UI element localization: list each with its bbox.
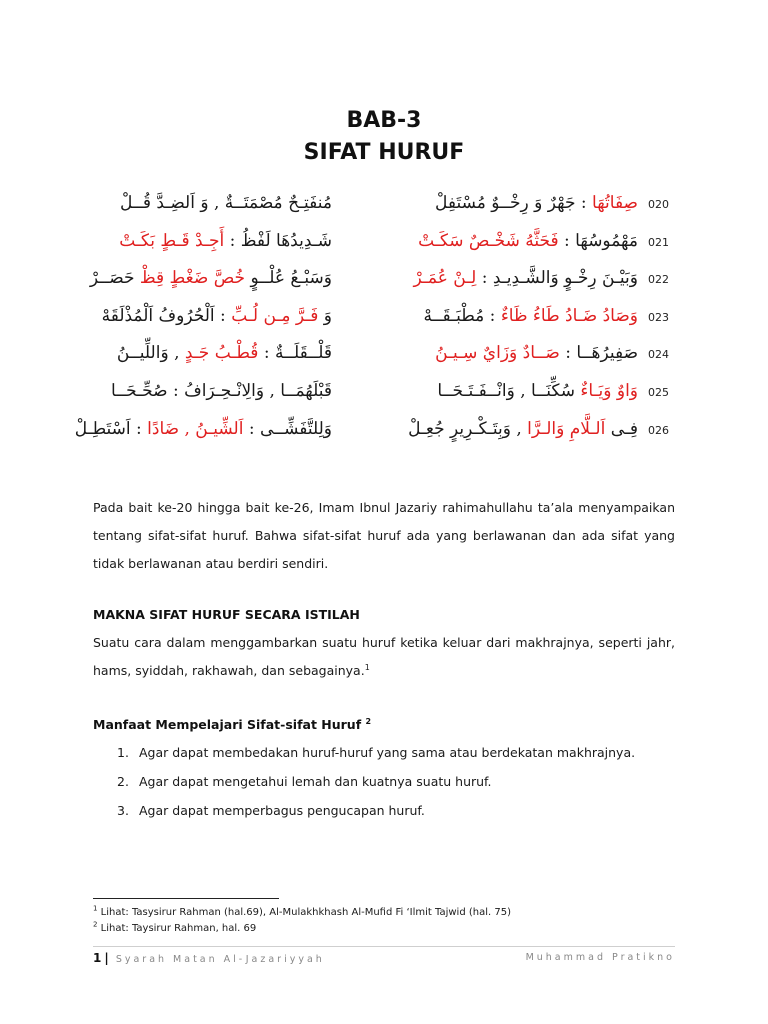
verse-text: صَفِيرُهَــا :: [559, 343, 638, 363]
verse-number: 023: [648, 311, 669, 324]
footer-divider: [93, 946, 675, 947]
footnote-divider: [93, 898, 279, 899]
verse-row: [0, 374, 768, 410]
list-number: 1.: [117, 745, 129, 760]
verse-number: 021: [648, 236, 669, 249]
benefits-list: [117, 743, 677, 830]
verse-text: سُكِّنَــا , وَانْــفَـتَـحَــا: [437, 381, 581, 401]
chapter-title: SIFAT HURUF: [303, 140, 465, 165]
verse-row: [0, 186, 768, 222]
verse-row: [0, 261, 768, 297]
verse-left-hemistich: [74, 412, 332, 446]
footnote-number: 2: [93, 920, 98, 929]
list-item: [117, 801, 677, 830]
verse-text: حَصَــرْ: [89, 268, 140, 288]
highlighted-letters: فَحَثَّهُ شَخْـصٌ سَكَـتْ: [418, 231, 559, 251]
verse-text: قَبْلَهُمَــا , وَالِانْـحِـرَافُ : صُحِّـحَــا: [111, 381, 332, 401]
verse-text: شَـدِيدُهَا لَفْظُ :: [224, 231, 332, 251]
section-heading-benefits: [93, 717, 371, 732]
verse-row: [0, 412, 768, 448]
section-heading-definition: MAKNA SIFAT HURUF SECARA ISTILAH: [93, 607, 360, 622]
verse-text: قَلْــقَلَــةٌ :: [258, 343, 332, 363]
list-text: Agar dapat memperbagus pengucapan huruf.: [139, 803, 425, 818]
verse-text: : جَهْرٌ وَ رِخْــوٌ مُسْتَفِلْ: [435, 193, 593, 213]
verse-text: مُنفَتِـحٌ مُصْمَتَــةٌ , وَ اَلضِـدَّ قُــلْ: [120, 193, 332, 213]
verse-text: فِـى: [605, 419, 638, 439]
verse-right-hemistich: [380, 374, 638, 408]
highlighted-letters: قُطْـبُ جَـدٍ: [184, 343, 259, 363]
highlighted-letters: أَجِـدْ قَـطٍ بَكَـتْ: [119, 231, 225, 251]
verse-number: 025: [648, 386, 669, 399]
verse-left-hemistich: [100, 224, 332, 258]
verse-text: مَهْمُوسُهَا :: [558, 231, 638, 251]
verse-right-hemistich: [380, 186, 638, 220]
verse-left-hemistich: [100, 186, 332, 220]
footnote-2: [93, 920, 257, 934]
verse-right-hemistich: [380, 412, 638, 446]
verse-row: [0, 336, 768, 372]
verse-right-hemistich: [380, 299, 638, 333]
definition-text: Suatu cara dalam menggambarkan suatu huruf ketika keluar dari makhrajnya, seperti jahr, hams, syiddah, rakhawah, dan sebagainya.: [93, 635, 675, 678]
verse-right-hemistich: [380, 336, 638, 370]
footnote-number: 1: [93, 904, 98, 913]
verse-number: 026: [648, 424, 669, 437]
verse-text: : مُطْبَـقَــهْ: [423, 306, 501, 326]
verse-text: : اَسْتَطِـلْ: [74, 419, 148, 439]
page-number: 1: [93, 951, 102, 965]
highlighted-letters: صَــادٌ وَزَايٌ سِـيـنُ: [435, 343, 560, 363]
verse-left-hemistich: [100, 336, 332, 370]
page-footer: [93, 951, 675, 967]
verse-right-hemistich: [380, 224, 638, 258]
verse-text: وَبَيْـنَ رِخْـوٍ وَالشَّـدِيـدِ :: [476, 268, 638, 288]
verse-text: : اَلْحُرُوفُ اَلْمُذْلَقَهْ: [101, 306, 232, 326]
highlighted-letters: فَـرَّ مِـن لُـبِّ: [231, 306, 319, 326]
verse-text: وَلِلتَّفَشِّــى :: [243, 419, 332, 439]
list-item: [117, 743, 677, 772]
highlighted-letters: اَلـلَّامِ وَالـرَّا: [527, 419, 606, 439]
verse-number: 024: [648, 348, 669, 361]
verse-text: , وَبِتَـكْـرِيرٍ جُعِـلْ: [408, 419, 528, 439]
benefits-heading-text: Manfaat Mempelajari Sifat-sifat Huruf: [93, 717, 362, 732]
verse-row: [0, 224, 768, 260]
footnote-text: Lihat: Taysirur Rahman, hal. 69: [100, 923, 257, 934]
highlighted-letters: لِـنْ عُمَـرْ: [413, 268, 477, 288]
footnote-ref-2[interactable]: 2: [365, 716, 372, 726]
verse-text: , وَاللِّيــنُ: [116, 343, 185, 363]
footnote-ref-1[interactable]: 1: [364, 662, 370, 672]
book-title: Syarah Matan Al-Jazariyyah: [115, 954, 325, 965]
intro-paragraph: Pada bait ke-20 hingga bait ke-26, Imam Ibnul Jazariy rahimahullahu ta’ala menyampaikan tentang sifat-sifat huruf. Bahwa sifat-sifat huruf ada yang berlawanan dan ada sifat yang tidak berlawanan atau berdiri sendiri.: [93, 500, 675, 571]
list-number: 3.: [117, 803, 129, 818]
list-text: Agar dapat mengetahui lemah dan kuatnya suatu huruf.: [139, 774, 492, 789]
definition-paragraph: [93, 629, 675, 685]
highlighted-letters: خُصَّ ضَغْطٍ قِظْ: [139, 268, 246, 288]
verse-text: وَ: [318, 306, 332, 326]
verse-number: 022: [648, 273, 669, 286]
verse-left-hemistich: [100, 374, 332, 408]
list-item: [117, 772, 677, 801]
footnote-1: [93, 904, 511, 918]
verse-row: [0, 299, 768, 335]
author-name: Muhammad Pratikno: [525, 952, 675, 963]
list-text: Agar dapat membedakan huruf-huruf yang sama atau berdekatan makhrajnya.: [139, 745, 636, 760]
highlighted-letters: صِفَاتُهَا: [592, 193, 638, 213]
highlighted-letters: اَلشِّيـنُ , ضَادًا: [147, 419, 244, 439]
verse-number: 020: [648, 198, 669, 211]
verse-left-hemistich: [89, 261, 332, 295]
footnote-text: Lihat: Tasysirur Rahman (hal.69), Al-Mulakhkhash Al-Mufid Fi ‘Ilmit Tajwid (hal. 75): [100, 907, 511, 918]
highlighted-letters: وَاوٌ وَيَـاءٌ: [580, 381, 638, 401]
chapter-number: BAB-3: [346, 108, 422, 133]
highlighted-letters: وَصَادُ ضَـادُ طَاءُ ظَاءٌ: [500, 306, 638, 326]
verse-text: وَسَبْـعُ عُلْــوٍ: [245, 268, 332, 288]
list-number: 2.: [117, 774, 129, 789]
footer-separator: |: [104, 951, 109, 965]
verse-right-hemistich: [380, 261, 638, 295]
verse-left-hemistich: [100, 299, 332, 333]
